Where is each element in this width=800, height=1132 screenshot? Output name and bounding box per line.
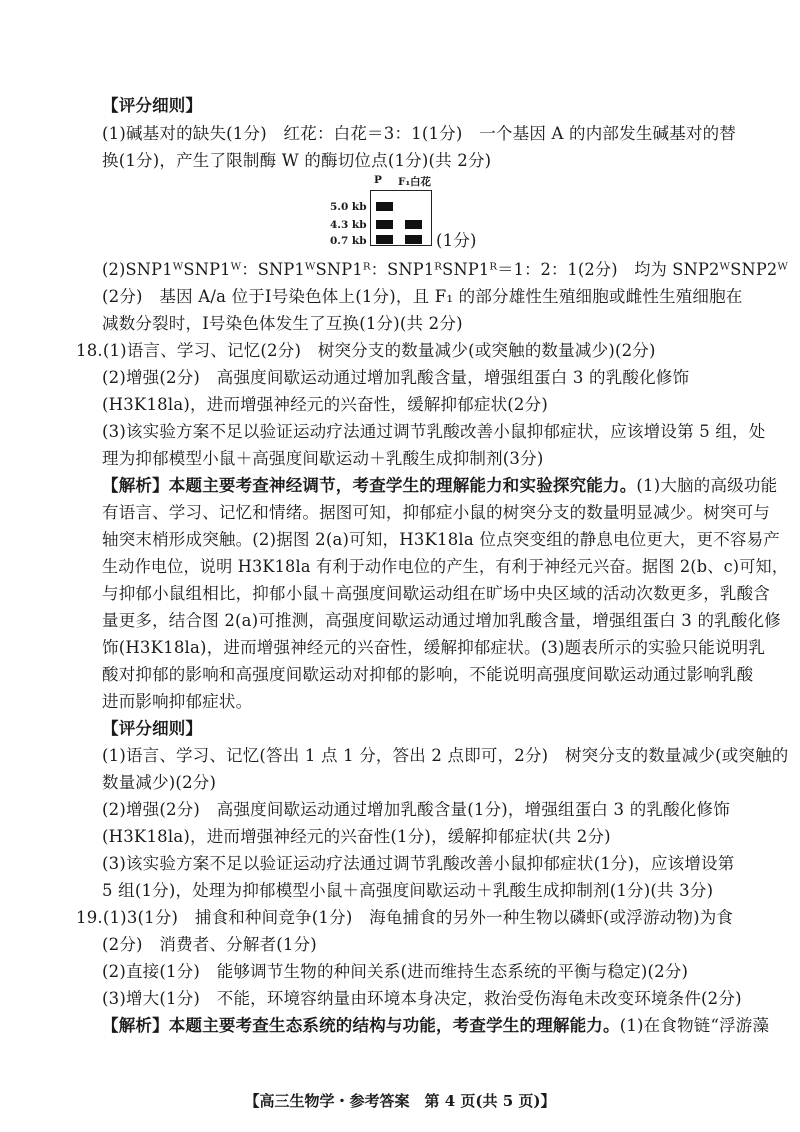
rubric-heading: 【评分细则】 [102,719,203,738]
gel-electrophoresis-figure [328,172,488,250]
gel-frame [370,190,432,246]
q18-analysis-line-3: 轴突末梢形成突触。(2)据图 2(a)可知，H3K18la 位点突变组的静息电位更大，更不容易产 [102,530,780,549]
q18-analysis-line-5: 与抑郁小鼠组相比，抑郁小鼠＋高强度间歇运动组在旷场中央区域的活动次数更多，乳酸含 [102,584,770,603]
analysis-heading: 【解析】本题主要考查生态系统的结构与功能，考查学生的理解能力。 [102,1016,620,1035]
gel-band [376,202,393,211]
q18-line-2: (2)增强(2分) 高强度间歇运动通过增加乳酸含量，增强组蛋白 3 的乳酸化修饰 [102,368,690,387]
q19-analysis-line-1 [102,1015,769,1037]
q18-analysis-line-8: 酸对抑郁的影响和高强度间歇运动对抑郁的影响，不能说明高强度间歇运动通过影响乳酸 [102,665,754,684]
q19-line-2: (2分) 消费者、分解者(1分) [102,935,317,954]
gel-size-label: 5.0 kb [330,201,367,213]
q18-rubric-line-4: (H3K18la)，进而增强神经元的兴奋性(1分)，缓解抑郁症状(共 2分) [102,827,611,846]
q18-line-5: 理为抑郁模型小鼠＋高强度间歇运动＋乳酸生成抑制剂(3分) [102,449,544,468]
q18-analysis-line-6: 量更多，结合图 2(a)可推测，高强度间歇运动通过增加乳酸含量，增强组蛋白 3 的乳酸化修 [102,611,781,630]
page-footer: 【高三生物学・参考答案 第 4 页(共 5 页)】 [244,1092,556,1110]
q17-line-2: 换(1分)，产生了限制酶 W 的酶切位点(1分)(共 2分) [102,151,492,170]
q17-line-1: (1)碱基对的缺失(1分) 红花：白花＝3：1(1分) 一个基因 A 的内部发生碱基对的替 [102,124,737,143]
q18-rubric-line-3: (2)增强(2分) 高强度间歇运动通过增加乳酸含量(1分)，增强组蛋白 3 的乳酸化修饰 [102,800,730,819]
q18-analysis-line-4: 生动作电位，说明 H3K18la 有利于动作电位的产生，有利于神经元兴奋。据图 2(b、c)可知， [102,557,789,576]
q18-analysis-line-2: 有语言、学习、记忆和情绪。据图可知，抑郁症小鼠的树突分支的数量明显减少。树突可与 [102,503,770,522]
q19-line-3: (2)直接(1分) 能够调节生物的种间关系(进而维持生态系统的平衡与稳定)(2分) [102,962,689,981]
gel-score: (1分) [436,231,477,250]
gel-band [376,220,393,229]
q18-rubric-line-6: 5 组(1分)，处理为抑郁模型小鼠＋高强度间歇运动＋乳酸生成抑制剂(1分)(共 3分) [102,881,714,900]
q18-rubric-line-5: (3)该实验方案不足以验证运动疗法通过调节乳酸改善小鼠抑郁症状(1分)，应该增设第 [102,854,735,873]
q18-line-1: 18.(1)语言、学习、记忆(2分) 树突分支的数量减少(或突触的数量减少)(2分) [76,341,656,360]
q18-rubric-line-1: (1)语言、学习、记忆(答出 1 点 1 分，答出 2 点即可，2分) 树突分支的数量减少(或突触的 [102,746,789,765]
gel-size-label: 0.7 kb [330,235,367,247]
gel-column-p: P [374,174,382,186]
analysis-text: (1)在食物链“浮游藻 [619,1016,770,1035]
q18-analysis-line-7: 饰(H3K18la)，进而增强神经元的兴奋性，缓解抑郁症状。(3)题表所示的实验只能说明乳 [102,638,766,657]
gel-column-f1: F₁白花 [398,176,432,188]
gel-band [405,220,422,229]
rubric-heading: 【评分细则】 [102,96,203,115]
gel-band [376,235,393,244]
q18-analysis-line-1 [102,475,777,497]
q17-line-5: 减数分裂时，Ⅰ号染色体发生了互换(1分)(共 2分) [102,314,463,333]
gel-size-label: 4.3 kb [330,219,367,231]
gel-band [405,235,422,244]
analysis-text: (1)大脑的高级功能 [636,476,778,495]
q18-rubric-line-2: 数量减少)(2分) [102,773,217,792]
q18-line-3: (H3K18la)，进而增强神经元的兴奋性，缓解抑郁症状(2分) [102,395,548,414]
q18-analysis-line-9: 进而影响抑郁症状。 [102,692,253,711]
q18-line-4: (3)该实验方案不足以验证运动疗法通过调节乳酸改善小鼠抑郁症状，应该增设第 5 组，处 [102,422,766,441]
q19-line-1: 19.(1)3(1分) 捕食和种间竞争(1分) 海龟捕食的另外一种生物以磷虾(或浮游动物)为食 [76,908,734,927]
q17-line-4: (2分) 基因 A/a 位于Ⅰ号染色体上(1分)，且 F₁ 的部分雄性生殖细胞或雌性生殖细胞在 [102,287,743,306]
q17-line-3: (2)SNP1ᵂSNP1ᵂ：SNP1ᵂSNP1ᴿ：SNP1ᴿSNP1ᴿ＝1：2：1(2分) 均为 SNP2ᵂSNP2ᵂ [102,260,789,279]
analysis-heading: 【解析】本题主要考查神经调节，考查学生的理解能力和实验探究能力。 [102,476,637,495]
q19-line-4: (3)增大(1分) 不能，环境容纳量由环境本身决定，救治受伤海龟未改变环境条件(2分) [102,989,742,1008]
